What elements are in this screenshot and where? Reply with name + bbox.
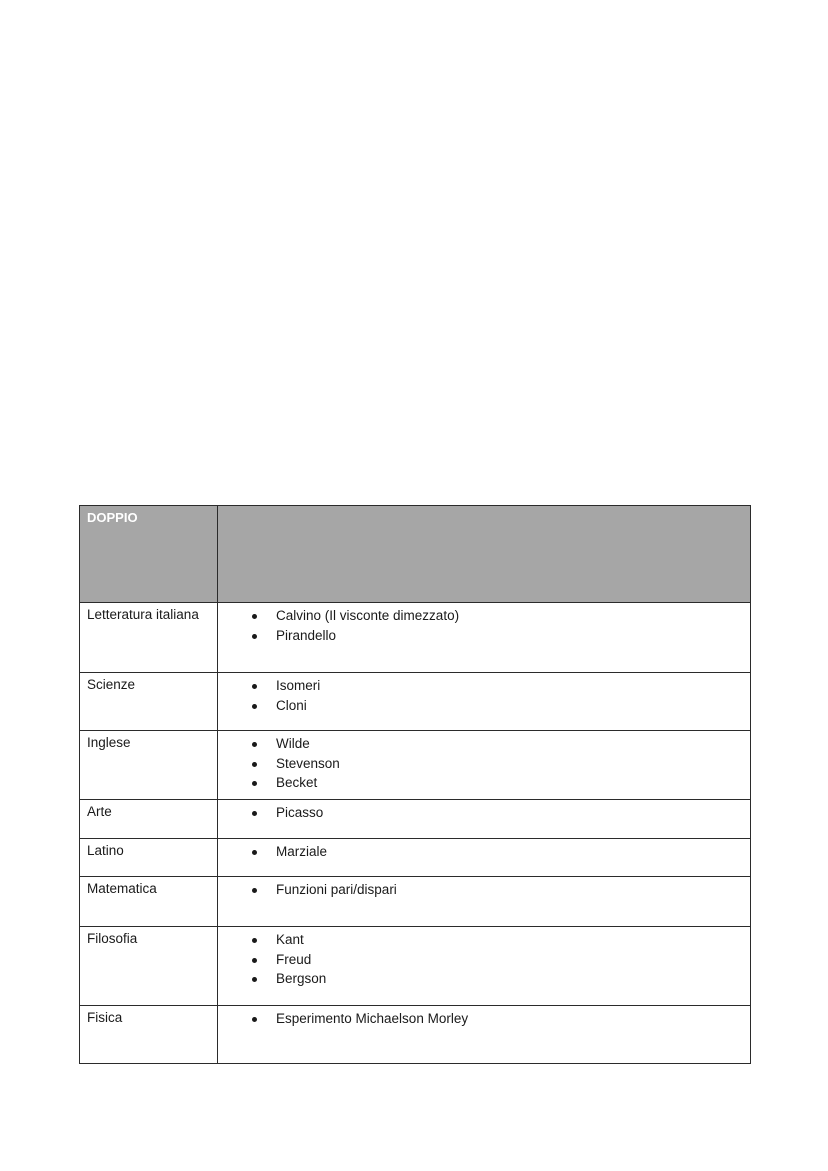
subject-cell bbox=[80, 800, 218, 839]
bullet-list bbox=[218, 731, 750, 793]
bullet-list bbox=[218, 673, 750, 715]
list-item: Becket bbox=[218, 773, 750, 793]
subject-label: Letteratura italiana bbox=[87, 607, 199, 622]
bullet-list bbox=[218, 839, 750, 862]
subject-cell bbox=[80, 673, 218, 731]
bullet-list bbox=[218, 800, 750, 823]
subject-cell bbox=[80, 877, 218, 927]
items-cell bbox=[218, 673, 751, 731]
table-row bbox=[80, 800, 751, 839]
table-row bbox=[80, 839, 751, 877]
list-item: Stevenson bbox=[218, 754, 750, 774]
list-item: Freud bbox=[218, 950, 750, 970]
table-row bbox=[80, 1006, 751, 1064]
subject-label: Inglese bbox=[87, 735, 131, 750]
list-item: Bergson bbox=[218, 969, 750, 989]
bullet-list bbox=[218, 877, 750, 900]
subject-label: Matematica bbox=[87, 881, 157, 896]
table-header-row bbox=[80, 506, 751, 603]
list-item: Calvino (Il visconte dimezzato) bbox=[218, 606, 750, 626]
list-item: Kant bbox=[218, 930, 750, 950]
subject-cell bbox=[80, 603, 218, 673]
items-cell bbox=[218, 731, 751, 800]
subject-cell bbox=[80, 839, 218, 877]
list-item: Wilde bbox=[218, 734, 750, 754]
header-empty-cell bbox=[218, 506, 751, 603]
table-row bbox=[80, 927, 751, 1006]
subject-label: Arte bbox=[87, 804, 112, 819]
subject-cell bbox=[80, 927, 218, 1006]
table-row bbox=[80, 603, 751, 673]
header-title-cell bbox=[80, 506, 218, 603]
subject-label: Fisica bbox=[87, 1010, 123, 1025]
bullet-list bbox=[218, 927, 750, 989]
header-title: DOPPIO bbox=[87, 510, 138, 525]
topics-table bbox=[79, 505, 751, 1064]
bullet-list bbox=[218, 603, 750, 645]
list-item: Picasso bbox=[218, 803, 750, 823]
table-row bbox=[80, 731, 751, 800]
items-cell bbox=[218, 1006, 751, 1064]
table-row bbox=[80, 877, 751, 927]
items-cell bbox=[218, 603, 751, 673]
items-cell bbox=[218, 839, 751, 877]
subject-label: Latino bbox=[87, 843, 124, 858]
list-item: Esperimento Michaelson Morley bbox=[218, 1009, 750, 1029]
items-cell bbox=[218, 877, 751, 927]
subject-cell bbox=[80, 731, 218, 800]
list-item: Cloni bbox=[218, 696, 750, 716]
bullet-list bbox=[218, 1006, 750, 1029]
items-cell bbox=[218, 927, 751, 1006]
list-item: Pirandello bbox=[218, 626, 750, 646]
table-row bbox=[80, 673, 751, 731]
list-item: Marziale bbox=[218, 842, 750, 862]
list-item: Funzioni pari/dispari bbox=[218, 880, 750, 900]
items-cell bbox=[218, 800, 751, 839]
subject-label: Filosofia bbox=[87, 931, 138, 946]
subject-label: Scienze bbox=[87, 677, 136, 692]
list-item: Isomeri bbox=[218, 676, 750, 696]
subject-cell bbox=[80, 1006, 218, 1064]
